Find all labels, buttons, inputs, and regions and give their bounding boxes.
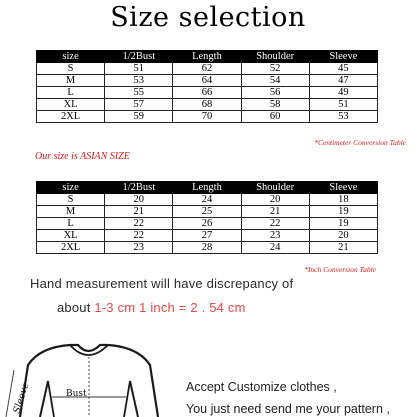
cell-size: L — [37, 218, 105, 230]
conversion-value: 1-3 cm 1 inch = 2 . 54 cm — [94, 300, 246, 315]
cell-size: L — [37, 87, 105, 99]
cell-sleeve: 47 — [309, 75, 377, 87]
table-row — [37, 63, 378, 75]
cell-length: 24 — [173, 194, 241, 206]
cell-sleeve: 21 — [309, 242, 377, 254]
inch-size-table — [36, 181, 378, 254]
header-half-bust: 1/2Bust — [105, 51, 173, 63]
cell-sleeve: 45 — [309, 63, 377, 75]
table-row — [37, 111, 378, 123]
table-row — [37, 218, 378, 230]
cell-half-bust: 57 — [105, 99, 173, 111]
table-row — [37, 87, 378, 99]
table-header-row — [37, 51, 378, 63]
header-length: Length — [173, 51, 241, 63]
cell-length: 66 — [173, 87, 241, 99]
cell-length: 68 — [173, 99, 241, 111]
cell-size: M — [37, 75, 105, 87]
cell-shoulder: 52 — [241, 63, 309, 75]
header-size: size — [37, 182, 105, 194]
header-shoulder: Shoulder — [241, 182, 309, 194]
customize-pattern-text: You just need send me your pattern , — [186, 402, 390, 416]
cell-shoulder: 54 — [241, 75, 309, 87]
cell-length: 26 — [173, 218, 241, 230]
cell-shoulder: 22 — [241, 218, 309, 230]
cell-shoulder: 21 — [241, 206, 309, 218]
cell-size: 2XL — [37, 242, 105, 254]
header-size: size — [37, 51, 105, 63]
cell-shoulder: 58 — [241, 99, 309, 111]
table-row — [37, 99, 378, 111]
garment-inner-sleeve-left — [40, 381, 48, 417]
cell-half-bust: 21 — [105, 206, 173, 218]
cell-half-bust: 23 — [105, 242, 173, 254]
cell-size: S — [37, 63, 105, 75]
cell-sleeve: 53 — [309, 111, 377, 123]
table-row — [37, 230, 378, 242]
cell-shoulder: 20 — [241, 194, 309, 206]
cell-sleeve: 51 — [309, 99, 377, 111]
cell-shoulder: 56 — [241, 87, 309, 99]
table-row — [37, 194, 378, 206]
header-sleeve: Sleeve — [309, 51, 377, 63]
sleeve-label: Sleeve — [11, 381, 32, 415]
centimeter-table-note: *Centimeter Conversion Table — [314, 138, 406, 147]
cell-size: S — [37, 194, 105, 206]
cell-size: M — [37, 206, 105, 218]
cell-length: 62 — [173, 63, 241, 75]
cell-half-bust: 22 — [105, 230, 173, 242]
cell-length: 64 — [173, 75, 241, 87]
measurement-discrepancy-text: Hand measurement will have discrepancy of — [30, 276, 294, 291]
cell-length: 70 — [173, 111, 241, 123]
cell-sleeve: 19 — [309, 218, 377, 230]
asian-size-note: Our size is ASIAN SIZE — [35, 151, 130, 162]
garment-body-left — [48, 381, 54, 417]
cell-length: 25 — [173, 206, 241, 218]
cell-sleeve: 18 — [309, 194, 377, 206]
centimeter-size-table — [36, 50, 378, 123]
cell-half-bust: 20 — [105, 194, 173, 206]
customize-accept-text: Accept Customize clothes , — [186, 380, 337, 394]
header-length: Length — [173, 182, 241, 194]
cell-sleeve: 49 — [309, 87, 377, 99]
cell-length: 28 — [173, 242, 241, 254]
cell-half-bust: 59 — [105, 111, 173, 123]
garment-inner-sleeve-right — [130, 381, 138, 417]
bust-label: Bust — [66, 389, 87, 399]
garment-measurement-diagram — [0, 335, 180, 417]
cell-shoulder: 23 — [241, 230, 309, 242]
cell-shoulder: 60 — [241, 111, 309, 123]
conversion-prefix: about — [57, 300, 95, 315]
cell-half-bust: 55 — [105, 87, 173, 99]
cell-shoulder: 24 — [241, 242, 309, 254]
cell-size: XL — [37, 230, 105, 242]
table-row — [37, 75, 378, 87]
table-row — [37, 206, 378, 218]
cell-half-bust: 53 — [105, 75, 173, 87]
cell-half-bust: 22 — [105, 218, 173, 230]
table-header-row — [37, 182, 378, 194]
cell-sleeve: 19 — [309, 206, 377, 218]
garment-body-right — [124, 381, 130, 417]
cell-size: 2XL — [37, 111, 105, 123]
header-half-bust: 1/2Bust — [105, 182, 173, 194]
table-row — [37, 242, 378, 254]
header-sleeve: Sleeve — [309, 182, 377, 194]
cell-size: XL — [37, 99, 105, 111]
inch-table-note: *Inch Conversion Table — [304, 265, 376, 274]
page-title: Size selection — [110, 2, 306, 33]
cell-half-bust: 51 — [105, 63, 173, 75]
cell-sleeve: 20 — [309, 230, 377, 242]
header-shoulder: Shoulder — [241, 51, 309, 63]
cell-length: 27 — [173, 230, 241, 242]
conversion-text — [57, 300, 246, 315]
